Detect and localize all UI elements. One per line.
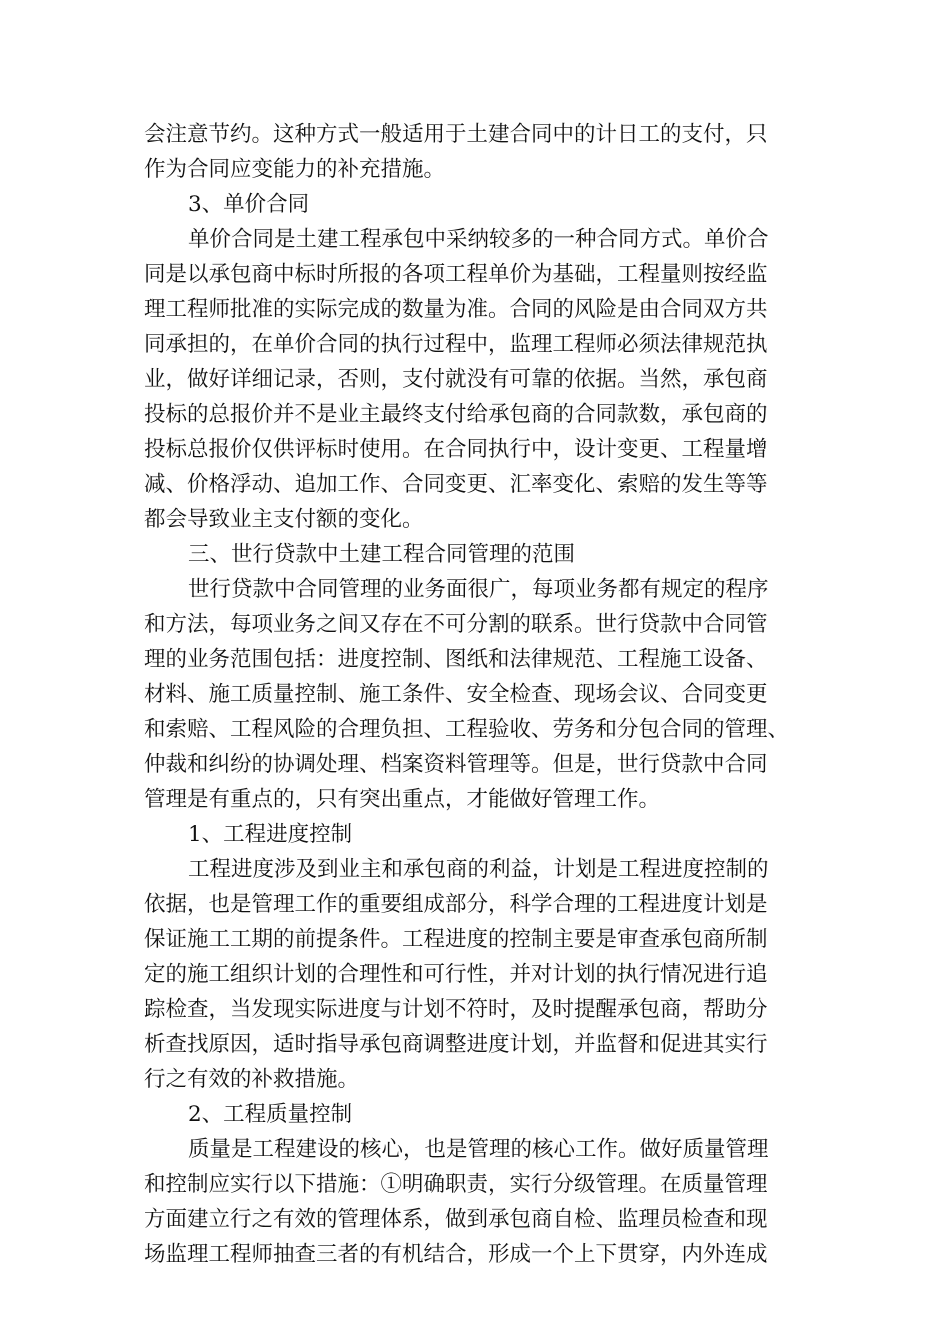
- text-line: 材料、施工质量控制、施工条件、安全检查、现场会议、合同变更: [144, 682, 768, 707]
- text-line: 理工程师批准的实际完成的数量为准。合同的风险是由合同双方共: [144, 297, 768, 322]
- text-line: 世行贷款中合同管理的业务面很广，每项业务都有规定的程序: [188, 577, 769, 602]
- text-line: 会注意节约。这种方式一般适用于土建合同中的计日工的支付，只: [144, 122, 768, 147]
- text-line: 析查找原因，适时指导承包商调整进度计划，并监督和促进其实行: [144, 1032, 768, 1057]
- text-line: 仲裁和纠纷的协调处理、档案资料管理等。但是，世行贷款中合同: [144, 752, 768, 777]
- text-line: 质量是工程建设的核心，也是管理的核心工作。做好质量管理: [188, 1137, 769, 1162]
- section-heading: 三、世行贷款中土建工程合同管理的范围: [188, 542, 576, 567]
- text-line: 和方法，每项业务之间又存在不可分割的联系。世行贷款中合同管: [144, 612, 768, 637]
- text-line: 行之有效的补救措施。: [144, 1067, 360, 1092]
- text-line: 同承担的，在单价合同的执行过程中，监理工程师必须法律规范执: [144, 332, 768, 357]
- text-line: 工程进度涉及到业主和承包商的利益，计划是工程进度控制的: [188, 857, 769, 882]
- text-line: 投标总报价仅供评标时使用。在合同执行中，设计变更、工程量增: [144, 437, 768, 462]
- text-line: 场监理工程师抽查三者的有机结合，形成一个上下贯穿，内外连成: [144, 1242, 768, 1267]
- text-line: 和索赔、工程风险的合理负担、工程验收、劳务和分包合同的管理、: [144, 717, 790, 742]
- section-heading: 1、工程进度控制: [188, 822, 353, 847]
- text-line: 业，做好详细记录，否则，支付就没有可靠的依据。当然，承包商: [144, 367, 768, 392]
- text-line: 方面建立行之有效的管理体系，做到承包商自检、监理员检查和现: [144, 1207, 768, 1232]
- text-line: 依据，也是管理工作的重要组成部分，科学合理的工程进度计划是: [144, 892, 768, 917]
- text-line: 管理是有重点的，只有突出重点，才能做好管理工作。: [144, 787, 661, 812]
- text-line: 理的业务范围包括：进度控制、图纸和法律规范、工程施工设备、: [144, 647, 768, 672]
- text-line: 减、价格浮动、追加工作、合同变更、汇率变化、索赔的发生等等: [144, 472, 768, 497]
- text-line: 定的施工组织计划的合理性和可行性，并对计划的执行情况进行追: [144, 962, 768, 987]
- text-line: 和控制应实行以下措施：①明确职责，实行分级管理。在质量管理: [144, 1172, 768, 1197]
- text-line: 单价合同是土建工程承包中采纳较多的一种合同方式。单价合: [188, 227, 769, 252]
- text-line: 作为合同应变能力的补充措施。: [144, 157, 446, 182]
- text-line: 都会导致业主支付额的变化。: [144, 507, 424, 532]
- text-line: 保证施工工期的前提条件。工程进度的控制主要是审查承包商所制: [144, 927, 768, 952]
- section-heading: 2、工程质量控制: [188, 1102, 353, 1127]
- text-line: 踪检查，当发现实际进度与计划不符时，及时提醒承包商，帮助分: [144, 997, 768, 1022]
- text-line: 同是以承包商中标时所报的各项工程单价为基础，工程量则按经监: [144, 262, 768, 287]
- section-heading: 3、单价合同: [188, 192, 310, 217]
- text-line: 投标的总报价并不是业主最终支付给承包商的合同款数，承包商的: [144, 402, 768, 427]
